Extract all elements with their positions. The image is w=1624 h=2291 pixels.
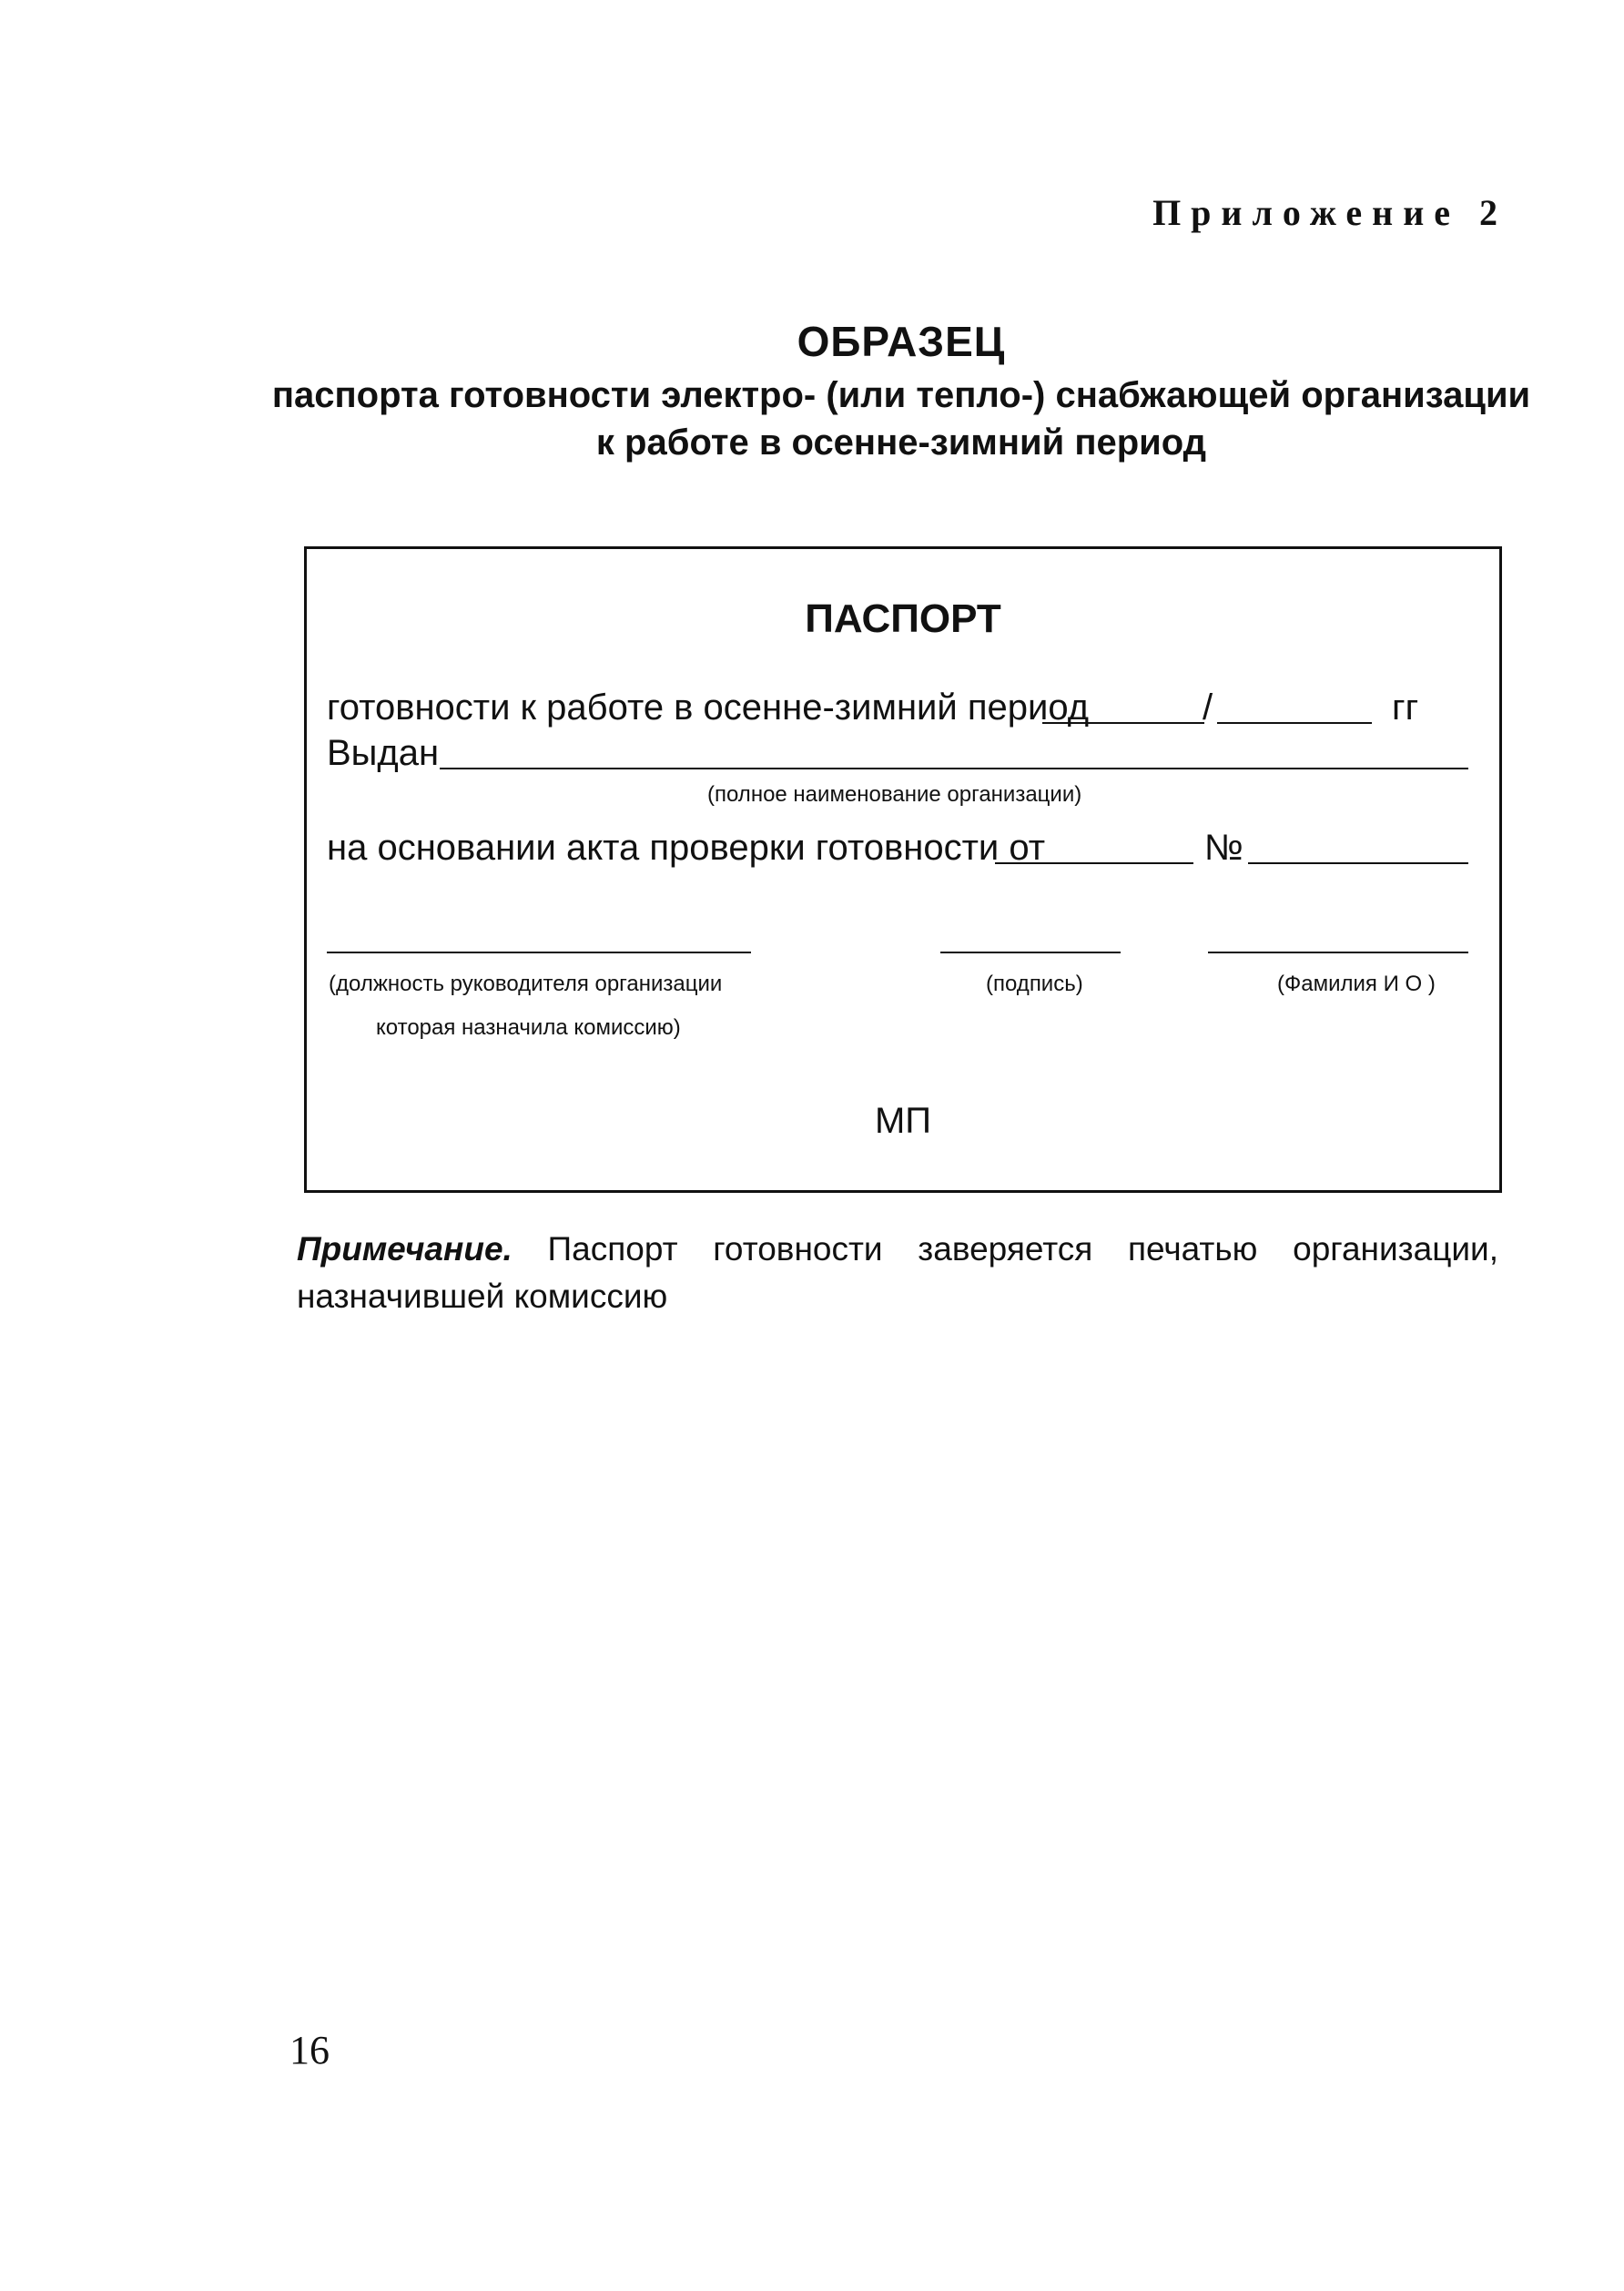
document-title: ОБРАЗЕЦ: [797, 318, 1006, 365]
act-date-field[interactable]: [995, 862, 1193, 864]
full-name-caption: (Фамилия И О ): [1277, 972, 1436, 996]
passport-heading: ПАСПОРТ: [805, 596, 1001, 641]
period-separator: /: [1203, 687, 1213, 728]
appendix-label: Приложение 2: [1152, 192, 1507, 233]
full-name-field[interactable]: [1208, 952, 1468, 953]
issued-label: Выдан: [327, 733, 440, 773]
organization-name-caption: (полное наименование организации): [707, 782, 1082, 807]
position-field[interactable]: [327, 952, 751, 953]
position-caption-line-1: (должность руководителя организации: [329, 972, 723, 996]
note-text: Паспорт готовности заверяется печатью организации, назначившей комиссию: [297, 1230, 1498, 1315]
document-subtitle: [228, 372, 1575, 466]
note-label: Примечание.: [297, 1230, 513, 1268]
period-end-field[interactable]: [1217, 722, 1372, 724]
readiness-text: готовности к работе в осенне-зимний период: [327, 687, 1090, 728]
years-suffix: гг: [1392, 687, 1419, 728]
passport-form: [304, 546, 1502, 1193]
subtitle-line-2: к работе в осенне-зимний период: [595, 423, 1207, 463]
signature-field[interactable]: [940, 952, 1121, 953]
stamp-placeholder: МП: [874, 1101, 932, 1141]
signature-caption: (подпись): [986, 972, 1083, 996]
subtitle-line-1: паспорта готовности электро- (или тепло-) снабжающей организации: [271, 375, 1531, 415]
basis-text: на основании акта проверки готовности от: [327, 828, 1046, 868]
page-number: 16: [289, 2028, 330, 2072]
note: [297, 1226, 1498, 1320]
organization-name-field[interactable]: [440, 768, 1468, 769]
position-caption-line-2: которая назначила комиссию): [376, 1015, 681, 1040]
number-sign: №: [1204, 828, 1243, 868]
act-number-field[interactable]: [1248, 862, 1468, 864]
period-start-field[interactable]: [1042, 722, 1204, 724]
